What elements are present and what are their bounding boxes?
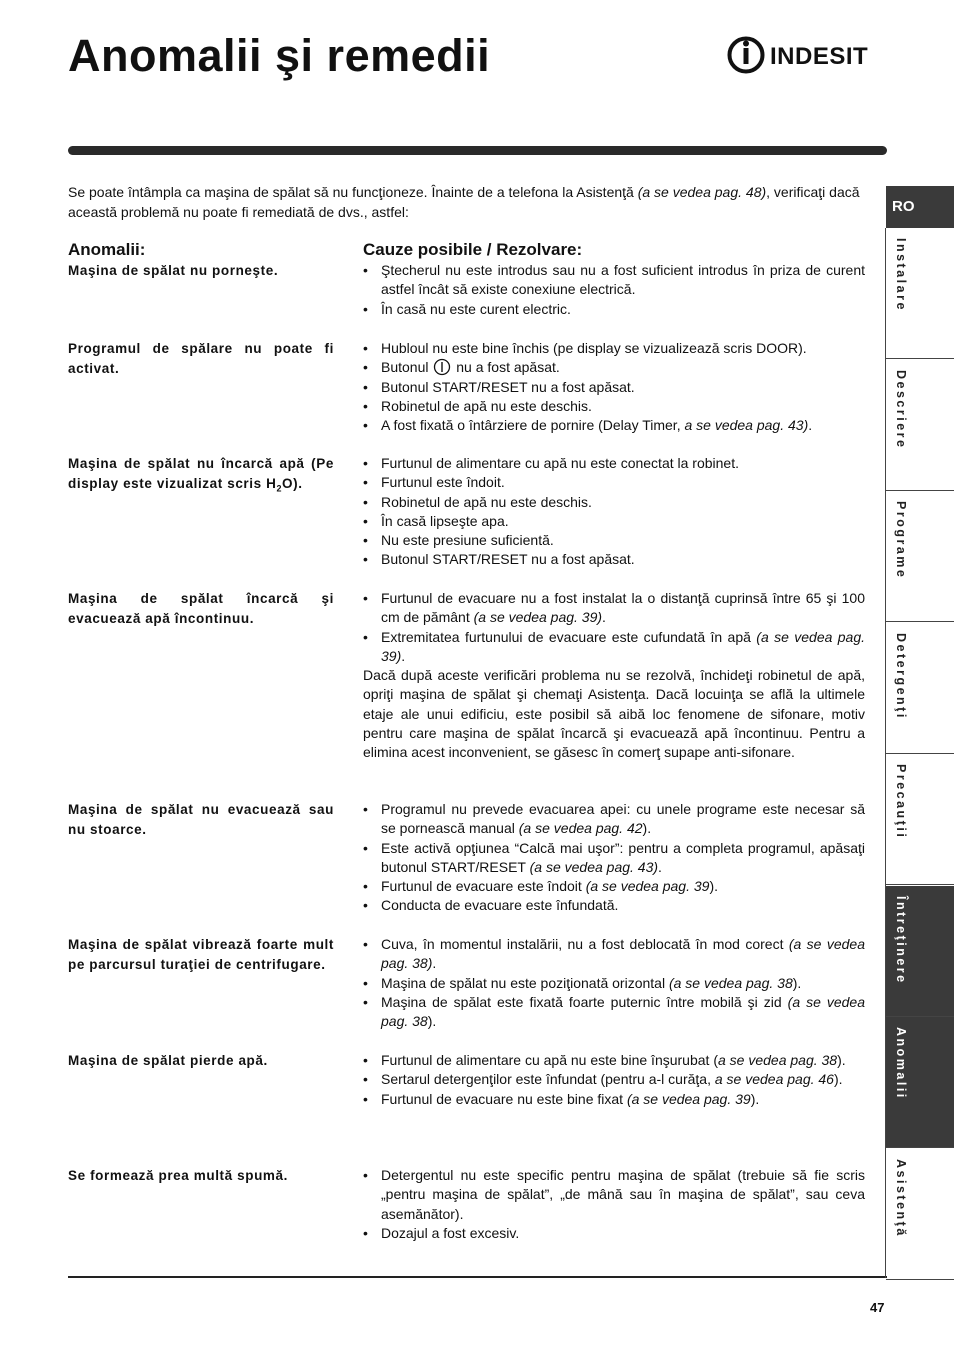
- causes-list: [363, 800, 865, 916]
- cause-item: [363, 1224, 865, 1243]
- page-reference: (a se vedea pag. 39): [381, 628, 866, 664]
- header-divider: [68, 146, 887, 155]
- anomaly-text: [68, 454, 334, 499]
- anomaly-text: [68, 1051, 334, 1071]
- text-run: Nu este presiune suficientă.: [381, 532, 554, 549]
- text-run: ).: [837, 1052, 846, 1068]
- text-run: Furtunul de alimentare cu apă nu este conectat la robinet.: [381, 455, 739, 471]
- causes-list: [363, 261, 865, 319]
- page-title: Anomalii şi remedii: [68, 30, 491, 81]
- text-run: Maşina de spălat nu evacuează sau nu stoarce.: [68, 802, 334, 837]
- cause-item: [363, 416, 865, 435]
- text-run: .: [401, 647, 406, 664]
- page-reference: a se vedea pag. 46: [714, 1071, 834, 1088]
- text-run: ).: [642, 820, 652, 837]
- text-run: Butonul START/RESET nu a fost apăsat.: [381, 551, 635, 568]
- sidebar-tab-label: Precauţii: [894, 764, 908, 840]
- text-run: nu a fost apăsat.: [452, 359, 560, 376]
- sidebar-tab-label: Anomalii: [894, 1027, 908, 1100]
- sidebar-tab[interactable]: [886, 360, 954, 491]
- text-run: Hubloul nu este bine închis (pe display se vizualizează scris DOOR).: [381, 340, 807, 356]
- power-icon: [432, 358, 452, 376]
- cause-item: [363, 512, 865, 531]
- text-run: ).: [833, 1071, 843, 1088]
- cause-item: [363, 800, 865, 839]
- causes-list: [363, 454, 865, 570]
- text-run: ).: [427, 1013, 437, 1030]
- causes-list: [363, 339, 865, 435]
- cause-item: [363, 877, 865, 896]
- cause-item: [363, 896, 865, 915]
- text-run: Se poate întâmpla ca maşina de spălat să nu funcţioneze. Înainte de a telefona la Asistenţă: [68, 184, 638, 200]
- cause-item: [363, 378, 865, 397]
- cause-item: [363, 839, 865, 878]
- text-run: .: [658, 858, 662, 875]
- page-reference: (a se vedea pag. 38): [381, 936, 865, 972]
- page-reference: (a se vedea pag. 39): [473, 609, 603, 626]
- cause-item: [363, 550, 865, 569]
- cause-item: [363, 1166, 865, 1224]
- sidebar-tab[interactable]: [886, 228, 954, 359]
- text-run: Programul nu prevede evacuarea apei: cu unele programe este necesar să se pornească manual: [381, 801, 865, 837]
- text-run: Dacă după aceste verificări problema nu se rezolvă, închideţi robinetul de apă, opriţi maşina de spălat şi chemaţi Asistenţa. Dacă locuinţa se află la ultimele etaje ale unui edificiu, este posibil să aibă loc fenomene de sifonare, motiv pentru care maşina de spălat încarcă şi evacuează apă încontinuu. Pentru a elimina acest inconvenient, se găsesc în comerţ supape anti-sifonare.: [363, 667, 865, 761]
- text-run: Butonul: [381, 359, 433, 376]
- text-run: Maşina de spălat nu este poziţionată orizontal: [381, 974, 669, 991]
- page-reference: (a se vedea pag. 42: [518, 820, 643, 837]
- text-run: Robinetul de apă nu este deschis.: [381, 397, 592, 414]
- text-run: Maşina de spălat încarcă şi evacuează apă încontinuu.: [68, 591, 334, 626]
- anomaly-text: [68, 1166, 334, 1186]
- text-run: O).: [282, 475, 303, 491]
- language-tab: RO: [886, 186, 954, 228]
- page-reference: a se vedea pag. 43): [684, 417, 809, 434]
- page-reference: (a se vedea pag. 39: [585, 878, 710, 895]
- causes-list: [363, 1166, 865, 1243]
- cause-note: [363, 666, 865, 762]
- cause-item: [363, 261, 865, 300]
- indesit-logo: [726, 34, 888, 76]
- intro-text: [68, 183, 868, 222]
- text-run: , verificaţi dacă această problemă nu poate fi remediată de dvs., astfel:: [68, 184, 860, 220]
- text-run: Maşina de spălat nu porneşte.: [68, 263, 279, 278]
- text-run: .: [432, 955, 437, 972]
- text-run: ).: [709, 878, 719, 895]
- page-reference: (a se vedea pag. 48): [637, 184, 767, 200]
- text-run: 2: [276, 483, 283, 494]
- sidebar-tab-label: Descriere: [894, 369, 908, 449]
- causes-list: [363, 935, 865, 1031]
- text-run: Sertarul detergenţilor este înfundat (pentru a-l curăţa,: [381, 1071, 715, 1088]
- anomaly-text: [68, 261, 334, 281]
- text-run: Dozajul a fost excesiv.: [381, 1224, 520, 1241]
- page-reference: (a se vedea pag. 43): [529, 858, 659, 875]
- text-run: Furtunul de evacuare este îndoit: [381, 878, 586, 895]
- cause-item: [363, 339, 865, 358]
- cause-item: [363, 454, 865, 473]
- cause-item: [363, 397, 865, 416]
- cause-item: [363, 935, 865, 974]
- cause-item: [363, 1090, 865, 1109]
- text-run: Cuva, în momentul instalării, nu a fost deblocată în mod corect: [381, 936, 789, 952]
- causes-list: [363, 589, 865, 763]
- text-run: ).: [750, 1090, 760, 1107]
- sidebar-tab-label: Programe: [894, 501, 908, 580]
- text-run: Se formează prea multă spumă.: [68, 1168, 288, 1183]
- text-run: .: [808, 417, 813, 434]
- cause-item: [363, 589, 865, 628]
- anomalies-header: Anomalii:: [68, 240, 146, 259]
- cause-item: [363, 993, 865, 1032]
- page-number: 47: [870, 1300, 885, 1315]
- text-run: A fost fixată o întârziere de pornire (Delay Timer,: [381, 417, 685, 434]
- cause-item: [363, 493, 865, 512]
- cause-item: [363, 1051, 865, 1070]
- text-run: Maşina de spălat vibrează foarte mult pe parcursul turaţiei de centrifugare.: [68, 937, 334, 972]
- sidebar-tab[interactable]: [886, 754, 954, 885]
- sidebar-tab[interactable]: [886, 623, 954, 754]
- sidebar-tab[interactable]: [886, 1149, 954, 1280]
- cause-item: [363, 974, 865, 993]
- anomaly-text: [68, 800, 334, 839]
- text-run: Maşina de spălat pierde apă.: [68, 1053, 268, 1068]
- footer-divider: [68, 1276, 887, 1278]
- text-run: Detergentul nu este specific pentru maşina de spălat (trebuie să fie scris „pentru maşina de spălat”, „de mână sau în maşina de spălat”, sau ceva asemănător).: [381, 1167, 865, 1222]
- brand-text: INDESIT: [770, 43, 869, 70]
- anomaly-text: [68, 935, 334, 974]
- text-run: În casă nu este curent electric.: [381, 300, 571, 317]
- text-run: Ştecherul nu este introdus sau nu a fost suficient introdus în priza de curent astfel încât să existe conexiune electrică.: [381, 262, 865, 298]
- cause-item: [363, 1070, 865, 1089]
- cause-item: [363, 531, 865, 550]
- anomaly-text: [68, 339, 334, 378]
- text-run: Este activă opţiunea “Calcă mai uşor”: pentru a completa programul, apăsaţi butonul START/RESET: [381, 839, 865, 875]
- page-reference: (a se vedea pag. 38: [668, 974, 793, 991]
- cause-item: [363, 473, 865, 492]
- text-run: Robinetul de apă nu este deschis.: [381, 493, 592, 510]
- text-run: .: [602, 609, 606, 626]
- causes-list: [363, 1051, 865, 1109]
- page-reference: a se vedea pag. 38: [717, 1052, 838, 1068]
- text-run: Furtunul de alimentare cu apă nu este bine înşurubat (: [381, 1052, 718, 1068]
- text-run: ).: [792, 974, 802, 991]
- sidebar-tab-label: Detergenţi: [894, 632, 908, 720]
- cause-item: [363, 300, 865, 319]
- text-run: Butonul START/RESET nu a fost apăsat.: [381, 378, 635, 395]
- page-reference: (a se vedea pag. 38: [381, 993, 865, 1030]
- text-run: Furtunul de evacuare nu a fost instalat la o distanţă cuprinsă între 65 şi 100 cm de pământ: [381, 590, 865, 626]
- causes-header: Cauze posibile / Rezolvare:: [363, 240, 583, 259]
- text-run: În casă lipseşte apa.: [381, 512, 509, 529]
- text-run: Furtunul este îndoit.: [381, 474, 505, 491]
- sidebar-tab[interactable]: [886, 886, 954, 1017]
- text-run: Furtunul de evacuare nu este bine fixat: [381, 1090, 627, 1107]
- sidebar-tab-label: Instalare: [894, 238, 908, 312]
- page-reference: (a se vedea pag. 39: [626, 1090, 751, 1107]
- text-run: Extremitatea furtunului de evacuare este cufundată în apă: [381, 628, 757, 645]
- text-run: Programul de spălare nu poate fi activat.: [68, 341, 334, 376]
- cause-item: [363, 358, 865, 377]
- sidebar-tab-label: Întreţinere: [894, 895, 908, 985]
- text-run: Maşina de spălat nu încarcă apă (Pe display este vizualizat scris H: [68, 456, 334, 491]
- sidebar-tab[interactable]: [886, 1017, 954, 1148]
- sidebar-tab[interactable]: [886, 491, 954, 622]
- sidebar-tab-label: Asistenţă: [894, 1158, 908, 1238]
- cause-item: [363, 628, 865, 667]
- anomaly-text: [68, 589, 334, 628]
- text-run: Conducta de evacuare este înfundată.: [381, 897, 619, 914]
- text-run: Maşina de spălat este fixată foarte puternic între mobilă şi zid: [381, 993, 788, 1010]
